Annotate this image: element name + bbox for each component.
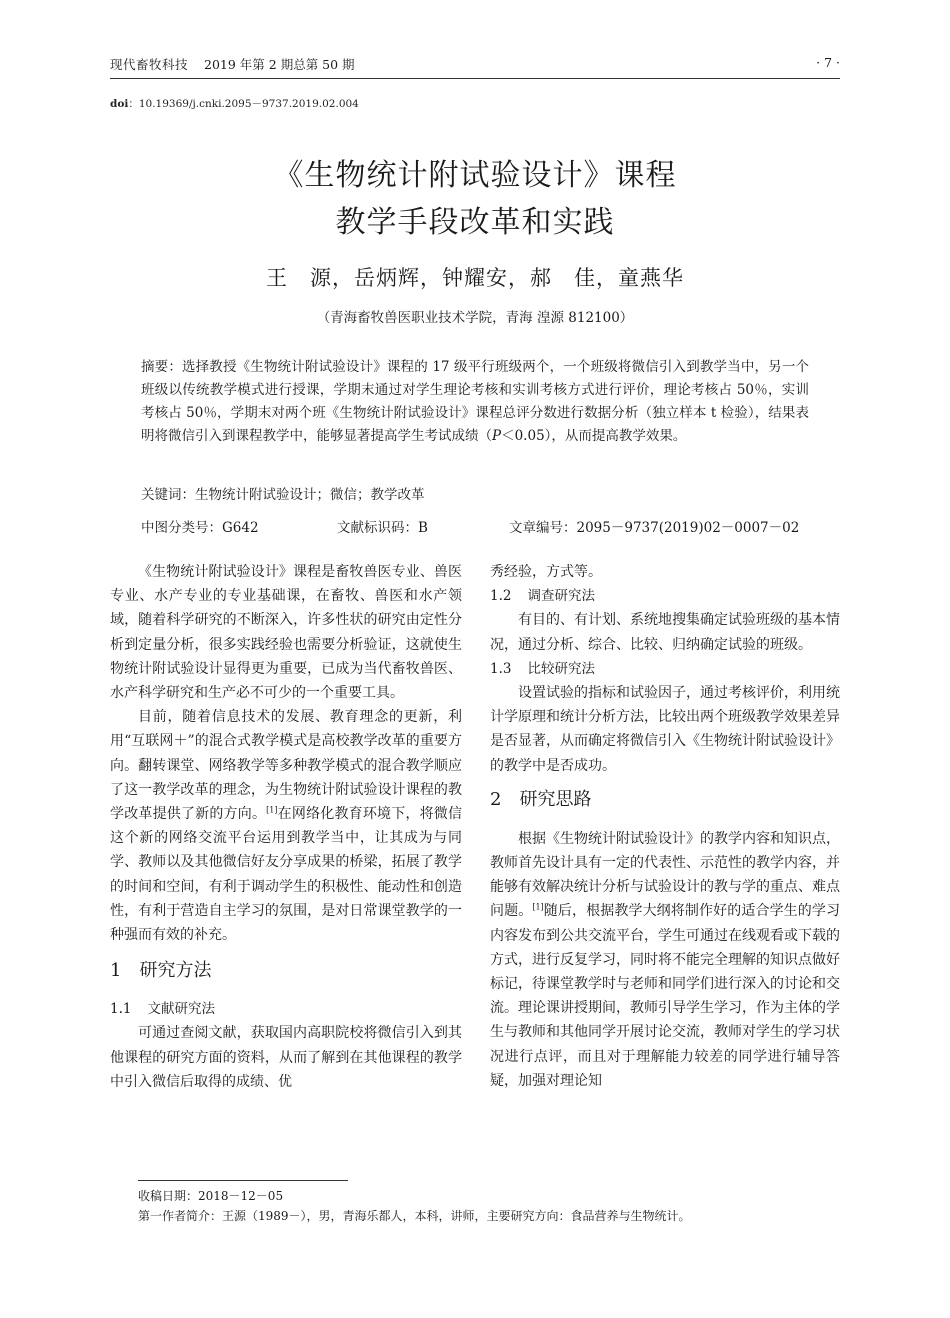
abstract-text-a: 摘要：选择教授《生物统计附试验设计》课程的 17 级平行班级两个，一个班级将微信引入到教学当中，另一个班级以传统教学模式进行授课，学期末通过对学生理论考核和实训考核方式进行评价，理论考核占 50％，实训考核占 50％，学期末对两个班《生物统计附试验设计》课程总评分数进行数据分析（独立样本 t 检验），结果表明将微信引入到课程教学中，能够显著提高学生考试成绩（ xyxy=(141,359,809,444)
received-date: 收稿日期：2018－12－05 xyxy=(138,1189,284,1203)
article-title-line-1: 《生物统计附试验设计》课程 xyxy=(273,158,677,193)
subsection-number: 1.3 xyxy=(490,660,512,677)
running-header xyxy=(110,55,840,75)
subsection-title: 调查研究法 xyxy=(527,588,595,605)
body-column-left xyxy=(110,560,462,1094)
article-number: 文章编号：2095－9737(2019)02－0007－02 xyxy=(509,520,800,536)
paragraph-text: 随后，根据教学大纲将制作好的适合学生的学习内容发布到公共交流平台，学生可通过在线观看或下载的方式，进行反复学习，同时将不能完全理解的知识点做好标记，待课堂教学时与老师和同学们进行深入的讨论和交流。理论课讲授期间，教师引导学生学习，作为主体的学生与教师和其他同学开展讨论交流，教师对学生的学习状况进行点评，而且对于理解能力较差的同学进行辅导答疑，加强对理论知 xyxy=(490,903,841,1089)
body-paragraph: 可通过查阅文献，获取国内高职院校将微信引入到其他课程的研究方面的资料，从而了解到在其他课程的教学中引入微信后取得的成绩、优 xyxy=(110,1025,462,1090)
subsection-number: 1.1 xyxy=(110,1001,132,1018)
section-number: 2 xyxy=(490,788,502,810)
page-number: · 7 · xyxy=(816,55,840,70)
journal-name: 现代畜牧科技 xyxy=(110,57,189,72)
doi-label: doi xyxy=(110,98,129,110)
paragraph-text: 目前，随着信息技术的发展、教育理念的更新，利用“互联网＋”的混合式教学模式是高校教学改革的重要方向。翻转课堂、网络教学等多种教学模式的混合教学顺应了这一教学改革的理念，为生物统计附试验设计课程的教学改革提供了新的方向。 xyxy=(110,709,462,823)
subsection-title: 比较研究法 xyxy=(527,660,595,677)
header-rule xyxy=(110,78,840,79)
section-title: 研究方法 xyxy=(139,960,212,982)
section-heading-2 xyxy=(490,787,840,813)
body-column-right xyxy=(490,560,840,1093)
body-paragraph-continued: 秀经验，方式等。 xyxy=(490,564,602,580)
document-code: 文献标识码：B xyxy=(337,520,428,536)
abstract-text-b: ＜0.05），从而提高教学效果。 xyxy=(501,428,687,444)
subsection-heading-1-3 xyxy=(490,657,840,681)
clc-number: 中图分类号：G642 xyxy=(141,520,259,536)
paragraph-text: 根据《生物统计附试验设计》的教学内容和知识点，教师首先设计具有一定的代表性、示范性的教学内容，并能够有效解决统计分析与试验设计的教与学的重点、难点问题。 xyxy=(490,830,840,920)
subsection-heading-1-2 xyxy=(490,584,840,608)
subsection-number: 1.2 xyxy=(490,588,512,605)
article-title-line-2: 教学手段改革和实践 xyxy=(335,205,615,240)
body-paragraph: 有目的、有计划、系统地搜集确定试验班级的基本情况，通过分析、综合、比较、归纳确定试验的班级。 xyxy=(490,612,840,653)
body-paragraph xyxy=(110,705,462,947)
affiliation: （青海畜牧兽医职业技术学院，青海 湟源 812100） xyxy=(316,310,634,326)
section-number: 1 xyxy=(110,960,122,982)
subsection-heading-1-1 xyxy=(110,997,462,1021)
citation-ref: [1] xyxy=(266,805,278,815)
body-paragraph xyxy=(490,827,840,1093)
doi-line xyxy=(110,96,359,111)
abstract-p-symbol: P xyxy=(492,428,502,444)
keywords: 关键词：生物统计附试验设计；微信；教学改革 xyxy=(141,487,425,503)
author-bio: 第一作者简介：王源（1989－），男，青海乐都人，本科，讲师，主要研究方向：食品营养与生物统计。 xyxy=(138,1209,691,1223)
section-heading-1 xyxy=(110,958,462,984)
paragraph-text: 在网络化教育环境下，将微信这个新的网络交流平台运用到教学当中，让其成为与同学、教师以及其他微信好友分享成果的桥梁，拓展了教学的时间和空间，有利于调动学生的积极性、能动性和创造性，有利于营造自主学习的氛围，是对日常课堂教学的一种强而有效的补充。 xyxy=(110,806,463,944)
footnotes xyxy=(138,1186,838,1226)
footnote-rule xyxy=(138,1180,348,1181)
section-title: 研究思路 xyxy=(519,788,592,810)
citation-ref: [1] xyxy=(532,902,544,912)
running-header-left xyxy=(110,55,355,73)
classification-line xyxy=(141,516,809,536)
doi-value: ：10.19369/j.cnki.2095－9737.2019.02.004 xyxy=(128,98,359,110)
body-paragraph: 《生物统计附试验设计》课程是畜牧兽医专业、兽医专业、水产专业的专业基础课，在畜牧、兽医和水产领域，随着科学研究的不断深入，许多性状的研究由定性分析到定量分析，很多实践经验也需要分析验证，这就使生物统计附试验设计显得更为重要，已成为当代畜牧兽医、水产科学研究和生产必不可少的一个重要工具。 xyxy=(110,564,462,702)
body-paragraph: 设置试验的指标和试验因子，通过考核评价，利用统计学原理和统计分析方法，比较出两个班级教学效果差异是否显著，从而确定将微信引入《生物统计附试验设计》的教学中是否成功。 xyxy=(490,685,840,774)
abstract xyxy=(141,356,809,448)
author-list: 王 源，岳炳辉，钟耀安，郝 佳，童燕华 xyxy=(266,266,684,290)
issue-info: 2019 年第 2 期总第 50 期 xyxy=(204,57,355,72)
subsection-title: 文献研究法 xyxy=(147,1001,215,1018)
